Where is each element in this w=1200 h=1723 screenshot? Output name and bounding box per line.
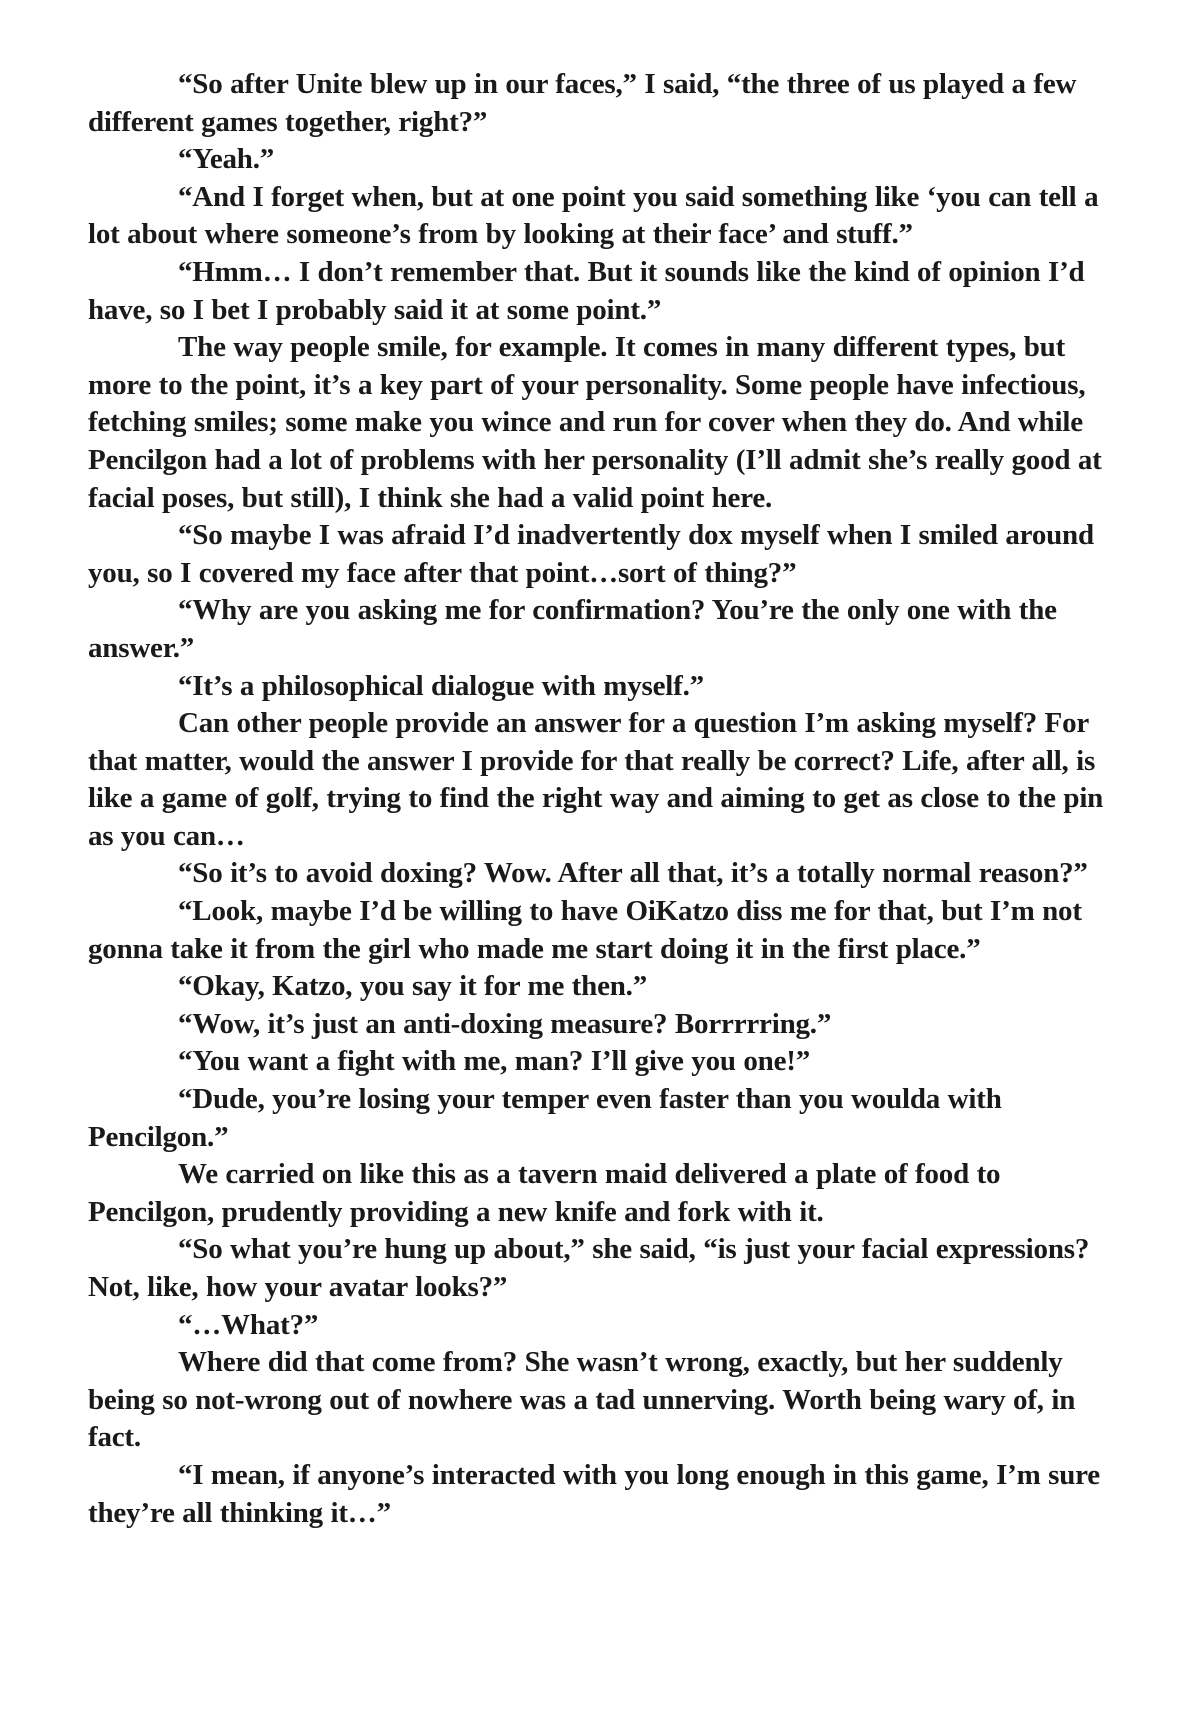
paragraph-11: “Look, maybe I’d be willing to have OiKatzo diss me for that, but I’m not gonna take it from the girl who made me start doing it in the first place.” xyxy=(88,895,1082,965)
paragraph-14: “You want a fight with me, man? I’ll give you one!” xyxy=(178,1045,811,1078)
paragraph-3: “And I forget when, but at one point you said something like ‘you can tell a lot about where someone’s from by looking at their face’ and stuff.” xyxy=(88,180,1099,251)
paragraph-13: “Wow, it’s just an anti-doxing measure? Borrrrring.” xyxy=(178,1007,832,1040)
paragraph-6: “So maybe I was afraid I’d inadvertently dox myself when I smiled around you, so I covered my face after that point…sort of thing?” xyxy=(88,519,1094,589)
paragraph-2: “Yeah.” xyxy=(178,143,275,176)
book-page xyxy=(88,66,1118,1532)
paragraph-17: “So what you’re hung up about,” she said, “is just your facial expressions? Not, like, how your avatar looks?” xyxy=(88,1233,1090,1303)
paragraph-7: “Why are you asking me for confirmation? You’re the only one with the answer.” xyxy=(88,594,1057,664)
paragraph-18: “…What?” xyxy=(178,1308,319,1341)
paragraph-9: Can other people provide an answer for a question I’m asking myself? For that matter, would the answer I provide for that really be correct? Life, after all, is like a game of golf, trying to find the right way and aiming to get as close to the pin as you can… xyxy=(88,707,1104,852)
paragraph-8: “It’s a philosophical dialogue with myself.” xyxy=(178,669,704,702)
paragraph-16: We carried on like this as a tavern maid delivered a plate of food to Pencilgon, prudently providing a new knife and fork with it. xyxy=(88,1158,1001,1228)
paragraph-19: Where did that come from? She wasn’t wrong, exactly, but her suddenly being so not-wrong out of nowhere was a tad unnerving. Worth being wary of, in fact. xyxy=(88,1346,1076,1454)
paragraph-5: The way people smile, for example. It comes in many different types, but more to the point, it’s a key part of your personality. Some people have infectious, fetching smiles; some make you wince and run for cover when they do. And while Pencilgon had a lot of problems with her personality (I’ll admit she’s really good at facial poses, but still), I think she had a valid point here. xyxy=(88,331,1102,514)
paragraph-20: “I mean, if anyone’s interacted with you long enough in this game, I’m sure they’re all thinking it…” xyxy=(88,1458,1100,1529)
paragraph-4: “Hmm… I don’t remember that. But it sounds like the kind of opinion I’d have, so I bet I probably said it at some point.” xyxy=(88,255,1085,326)
paragraph-1: “So after Unite blew up in our faces,” I said, “the three of us played a few different games together, right?” xyxy=(88,68,1077,138)
paragraph-12: “Okay, Katzo, you say it for me then.” xyxy=(178,970,648,1003)
paragraph-10: “So it’s to avoid doxing? Wow. After all that, it’s a totally normal reason?” xyxy=(178,857,1088,890)
paragraph-15: “Dude, you’re losing your temper even faster than you woulda with Pencilgon.” xyxy=(88,1083,1002,1153)
